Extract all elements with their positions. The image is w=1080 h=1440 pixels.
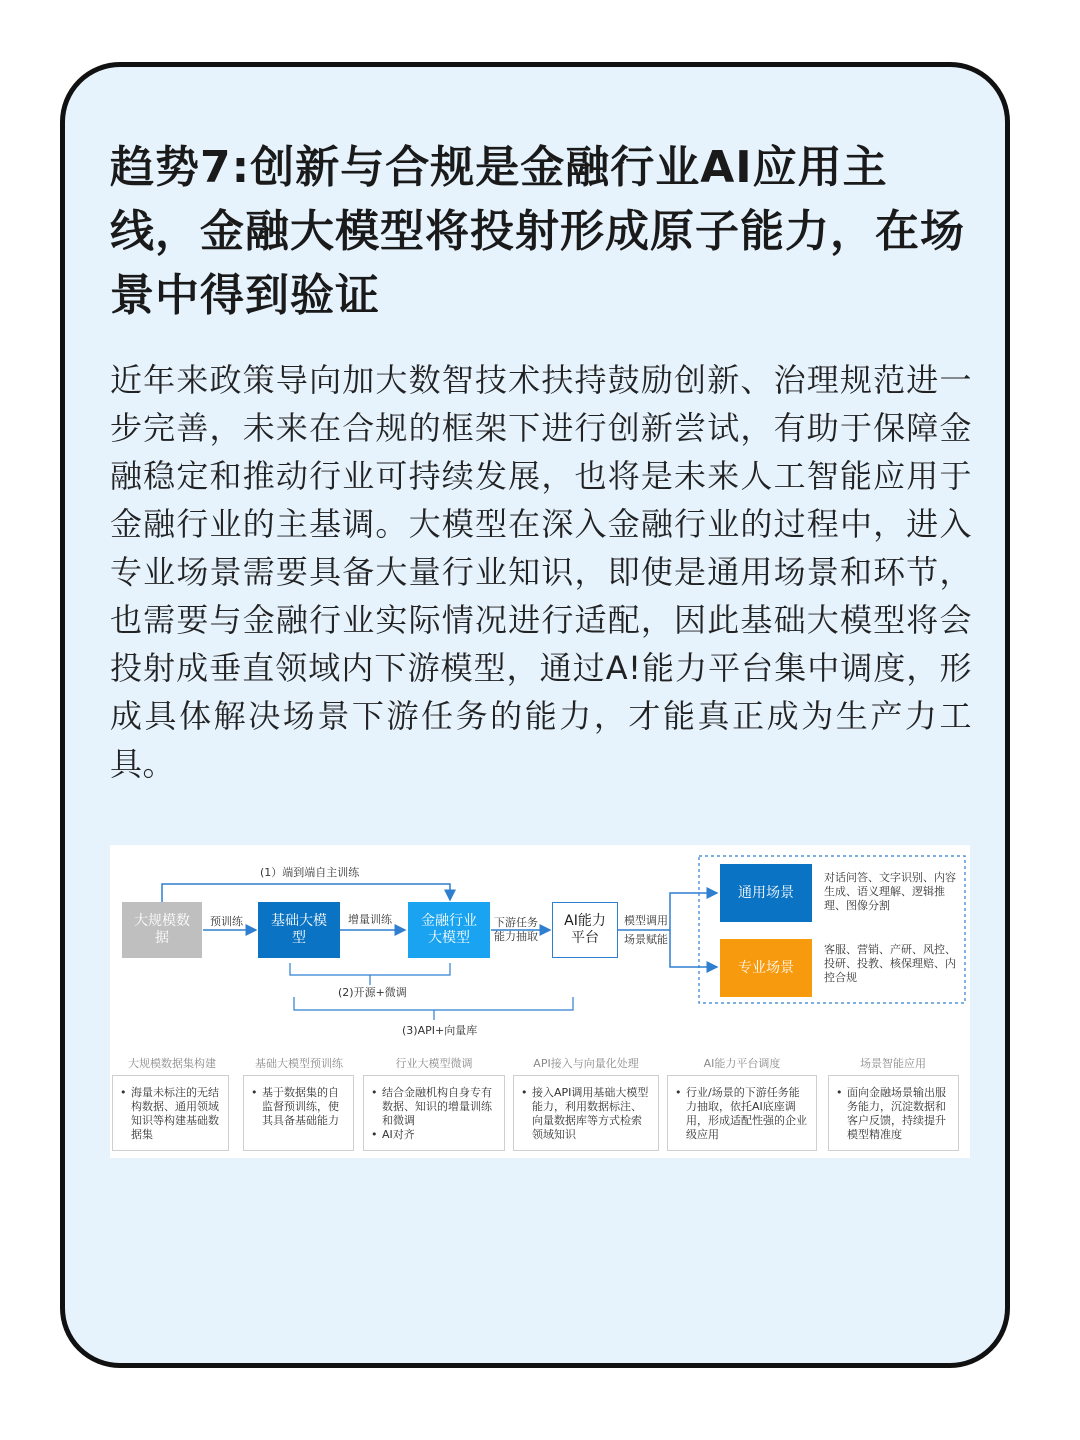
page-title: 趋势7:创新与合规是金融行业AI应用主线，金融大模型将投射形成原子能力，在场景中得到验证 xyxy=(110,142,965,321)
col-title-2: 基础大模型预训练 xyxy=(255,1057,343,1070)
bullet-icon: • xyxy=(371,1128,378,1141)
col-3-text-2: AI对齐 xyxy=(382,1128,415,1141)
col-box-2 xyxy=(243,1075,354,1151)
arrow-to-pro xyxy=(670,930,717,967)
col-box-4 xyxy=(513,1075,659,1151)
col-1-text: 海量未标注的无结构数据、通用领域知识等构建基础数据集 xyxy=(131,1086,219,1141)
col-title-5: AI能力平台调度 xyxy=(703,1057,781,1070)
node-ai-platform: AI能力平台 xyxy=(552,902,618,958)
bullet-icon: • xyxy=(521,1086,528,1099)
node-large-data: 大规模数据 xyxy=(122,902,202,958)
col-6-text: 面向金融场景输出服务能力，沉淀数据和客户反馈，持续提升模型精准度 xyxy=(847,1086,946,1141)
col-title-3: 行业大模型微调 xyxy=(395,1057,473,1070)
flow-diagram xyxy=(110,845,970,1158)
label-incremental: 增量训练 xyxy=(348,913,392,926)
col-2-text: 基于数据集的自监督预训练，使其具备基础能力 xyxy=(262,1086,339,1127)
bracket-api xyxy=(294,997,573,1020)
loop-arrow-end-to-end xyxy=(162,884,450,902)
node-general-scene: 通用场景 xyxy=(720,864,812,922)
bullet-icon: • xyxy=(371,1086,378,1099)
arrow-to-general xyxy=(670,893,717,930)
col-title-6: 场景智能应用 xyxy=(860,1057,926,1070)
col-box-3 xyxy=(363,1075,505,1151)
label-downstream-2: 能力抽取 xyxy=(494,930,538,943)
general-scene-desc: 对话问答、文字识别、内容生成、语义理解、逻辑推理、图像分割 xyxy=(824,871,956,912)
bullet-icon: • xyxy=(251,1086,258,1099)
node-base-model: 基础大模型 xyxy=(258,902,340,958)
node-finance-model: 金融行业大模型 xyxy=(408,902,490,958)
bullet-icon: • xyxy=(120,1086,127,1099)
col-title-4: API接入与向量化处理 xyxy=(533,1057,639,1070)
col-box-5 xyxy=(667,1075,817,1151)
label-model-call-2: 场景赋能 xyxy=(624,933,668,946)
label-downstream-1: 下游任务 xyxy=(494,916,538,929)
node-pro-scene: 专业场景 xyxy=(720,939,812,997)
col-5-text: 行业/场景的下游任务能力抽取，依托AI底座调用，形成适配性强的企业级应用 xyxy=(686,1086,807,1141)
label-api: (3)API+向量库 xyxy=(402,1024,478,1037)
bullet-icon: • xyxy=(675,1086,682,1099)
label-end-to-end: (1）端到端自主训练 xyxy=(260,866,360,879)
col-3-text: 结合金融机构自身专有数据、知识的增量训练和微调 xyxy=(382,1086,492,1127)
label-model-call-1: 模型调用 xyxy=(624,914,668,927)
bullet-icon: • xyxy=(836,1086,843,1099)
col-box-1 xyxy=(112,1075,229,1151)
pro-scene-desc: 客服、营销、产研、风控、投研、投教、核保理赔、内控合规 xyxy=(824,943,956,984)
label-pretrain: 预训练 xyxy=(210,915,243,928)
col-box-6 xyxy=(828,1075,959,1151)
label-open-source: (2)开源+微调 xyxy=(338,986,407,999)
col-4-text: 接入API调用基础大模型能力，利用数据标注、向量数据库等方式检索领域知识 xyxy=(532,1086,649,1141)
bracket-open-source xyxy=(290,963,450,985)
body-paragraph: 近年来政策导向加大数智技术扶持鼓励创新、治理规范进一步完善，未来在合规的框架下进行创新尝试，有助于保障金融稳定和推动行业可持续发展，也将是未来人工智能应用于金融行业的主基调。大模型在深入金融行业的过程中，进入专业场景需要具备大量行业知识，即使是通用场景和环节，也需要与金融行业实际情况进行适配，因此基础大模型将会投射成垂直领域内下游模型，通过A!能力平台集中调度，形成具体解决场景下游任务的能力，才能真正成为生产力工具。 xyxy=(110,361,972,783)
col-title-1: 大规模数据集构建 xyxy=(128,1057,216,1070)
